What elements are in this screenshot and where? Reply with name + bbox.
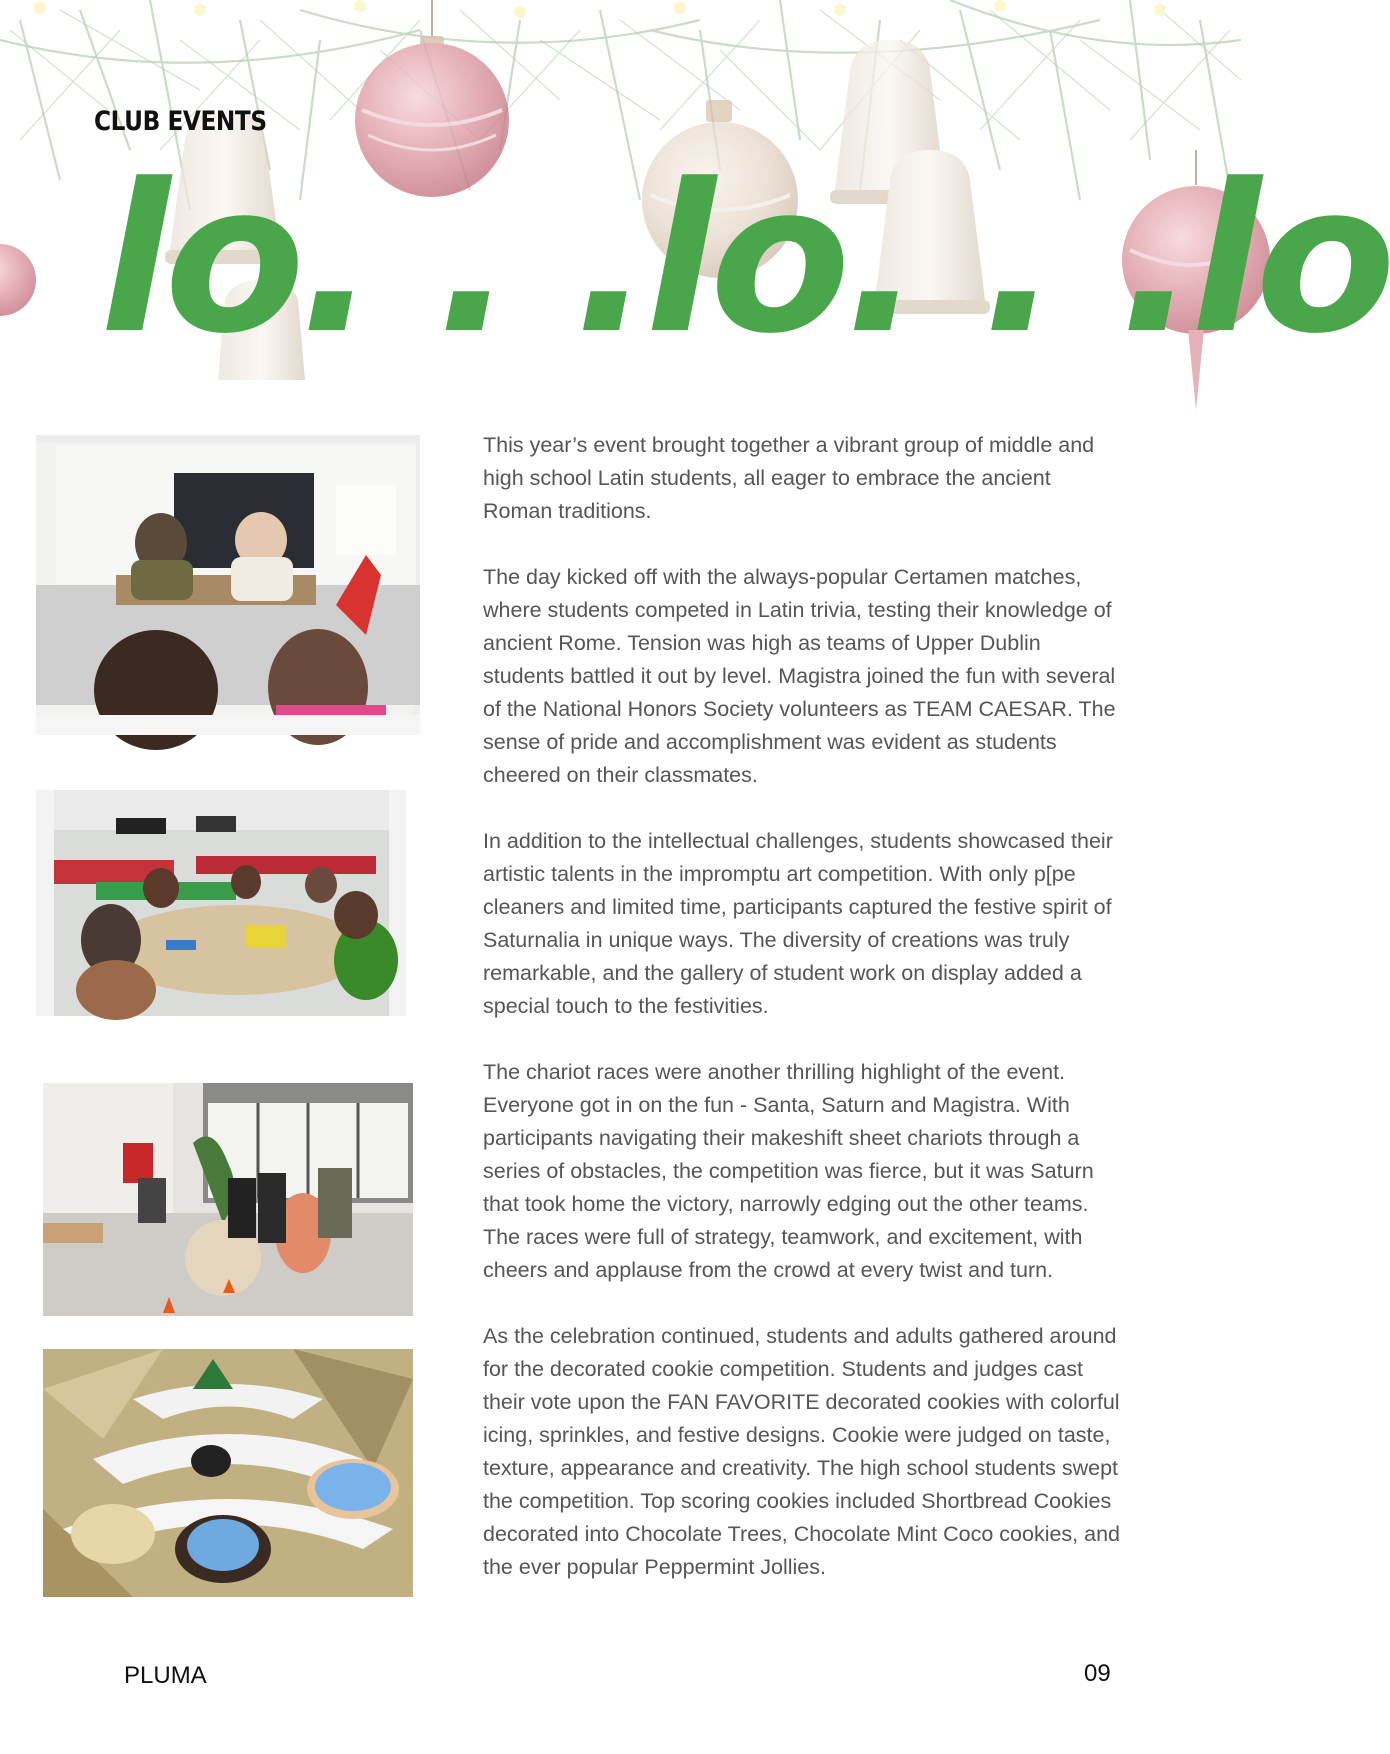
section-label: CLUB EVENTS <box>94 106 267 137</box>
article-paragraph-art: In addition to the intellectual challenges, students showcased their artistic talents in the impromptu art competition. With only p[pe cleaners and limited time, participants captured the festive spirit of Saturnalia in unique ways. The diversity of creations was truly remarkable, and the gallery of student work on display added a special touch to the festivities. <box>483 829 1113 1018</box>
article-body <box>483 429 1123 1617</box>
cookie-competition-photo <box>43 1349 413 1597</box>
art-competition-photo <box>36 790 406 1016</box>
page-number: 09 <box>1084 1660 1111 1687</box>
article-paragraph-chariot: The chariot races were another thrilling highlight of the event. Everyone got in on the fun - Santa, Saturn and Magistra. With participants navigating their makeshift sheet chariots through a series of obstacles, the competition was fierce, but it was Saturn that took home the victory, narrowly edging out the other teams. The races were full of strategy, teamwork, and excitement, with cheers and applause from the crowd at every twist and turn. <box>483 1060 1094 1282</box>
article-paragraph-certamen: The day kicked off with the always-popular Certamen matches, where students competed in Latin trivia, testing their knowledge of ancient Rome. Tension was high as teams of Upper Dublin students battled it out by level. Magistra joined the fun with several of the National Honors Society volunteers as TEAM CAESAR. The sense of pride and accomplishment was evident as students cheered on their classmates. <box>483 565 1116 787</box>
article-paragraph-intro: This year’s event brought together a vibrant group of middle and high school Latin students, all eager to embrace the ancient Roman traditions. <box>483 433 1095 523</box>
chariot-race-photo <box>43 1083 413 1316</box>
article-paragraph-cookies: As the celebration continued, students and adults gathered around for the decorated cookie competition. Students and judges cast their vote upon the FAN FAVORITE decorated cookies with colorful icing, sprinkles, and festive designs. Cookie were judged on taste, texture, appearance and creativity. The high school students swept the competition. Top scoring cookies included Shortbread Cookies decorated into Chocolate Trees, Chocolate Mint Coco cookies, and the ever popular Peppermint Jollies. <box>483 1324 1121 1579</box>
certamen-photo <box>36 435 420 735</box>
page-title: lo. . .lo. . .lo <box>100 141 1390 379</box>
publication-name: PLUMA <box>124 1662 207 1689</box>
